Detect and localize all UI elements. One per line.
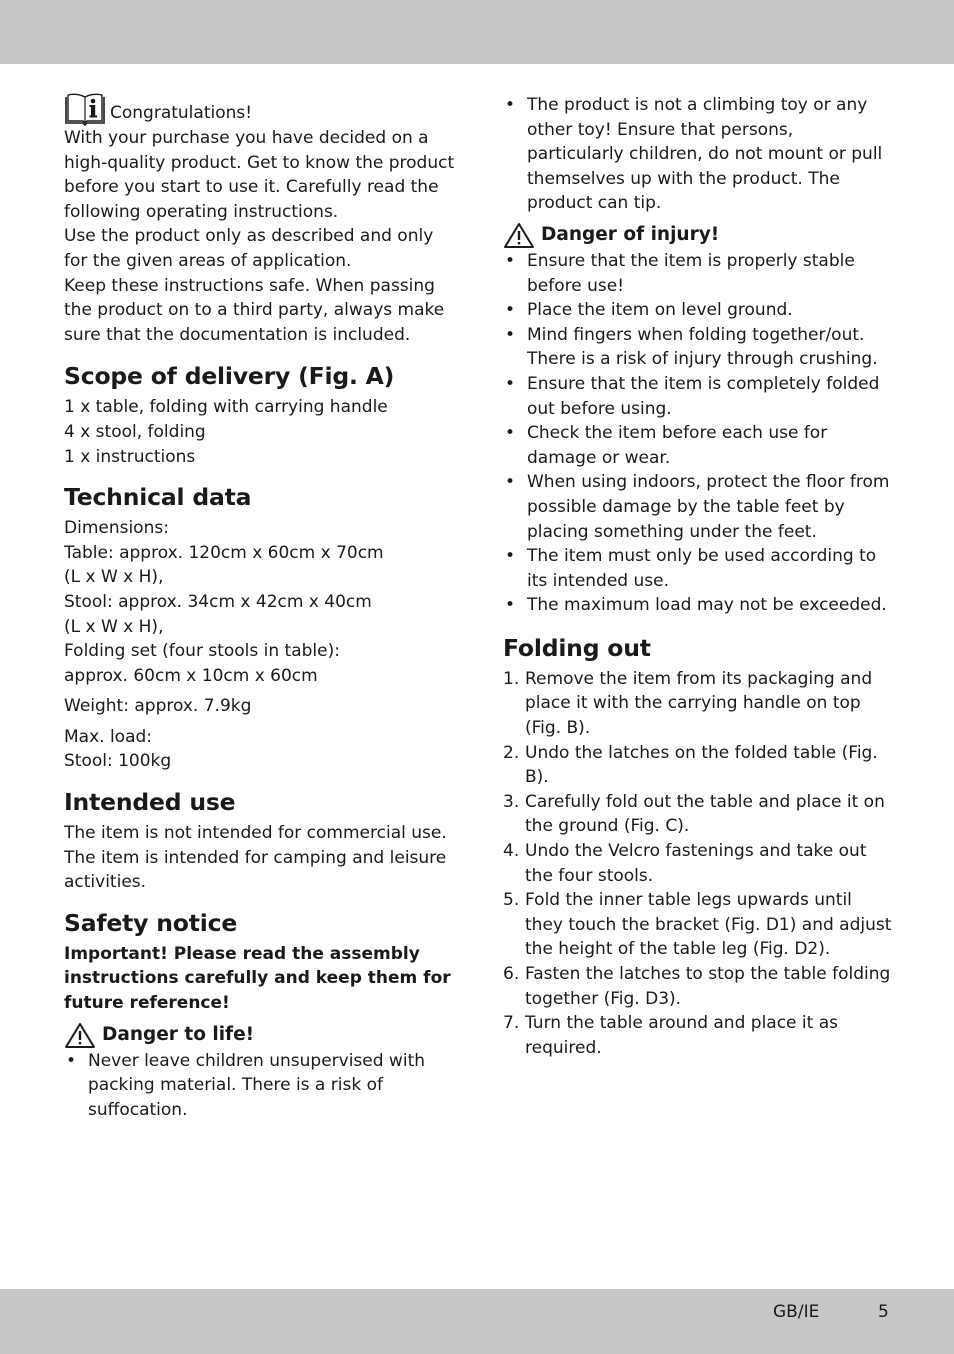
book-info-icon (64, 92, 106, 126)
dimensions-line: approx. 60cm x 10cm x 60cm (64, 665, 318, 686)
folding-title: Folding out (503, 633, 651, 662)
intended-text: The item is not intended for commercial use. The item is intended for camping and leisure activities. (64, 823, 447, 893)
right-column (503, 93, 895, 1060)
scope-item: 1 x table, folding with carrying handle (64, 397, 388, 418)
load-line: Max. load: (64, 726, 153, 747)
list-item: • The maximum load may not be exceeded. (505, 595, 887, 616)
folding-steps (503, 667, 895, 1061)
step-item: 4. Undo the Velcro fastenings and take out the four stools. (503, 841, 867, 886)
technical-title: Technical data (64, 483, 252, 512)
weight-line: Weight: approx. 7.9kg (64, 696, 252, 717)
list-item: • Mind fingers when folding together/out. There is a risk of injury through crushing. (505, 324, 878, 370)
safety-continued-list (503, 93, 895, 216)
dimensions-line: Stool: approx. 34cm x 42cm x 40cm (64, 591, 372, 612)
danger-life-label: Danger to life! (102, 1024, 255, 1046)
safety-title: Safety notice (64, 908, 238, 937)
scope-title: Scope of delivery (Fig. A) (64, 362, 395, 391)
scope-item: 1 x instructions (64, 446, 196, 467)
footer-region-label: GB/IE (773, 1302, 820, 1322)
header-bar (0, 0, 954, 64)
dimensions-line: Folding set (four stools in table): (64, 641, 340, 662)
load-line: Stool: 100kg (64, 751, 172, 772)
intro-paragraph: Use the product only as described and only for the given areas of application. (64, 226, 434, 271)
list-item: • Place the item on level ground. (505, 300, 793, 321)
dimensions-line: (L x W x H), (64, 567, 164, 588)
intro-paragraph: Keep these instructions safe. When passing the product on to a third party, always make sure that the documentation is included. (64, 275, 445, 345)
important-notice: Important! Please read the assembly instructions carefully and keep them for future reference! (64, 943, 451, 1014)
step-item: 2. Undo the latches on the folded table (Fig. B). (503, 742, 878, 788)
left-column (64, 92, 456, 1122)
list-item: • The item must only be used according to its intended use. (505, 546, 877, 591)
list-item: • The product is not a climbing toy or any other toy! Ensure that persons, particularly children, do not mount or pull themselves up with the product. The product can tip. (505, 95, 883, 214)
intro-heading: Congratulations! (110, 103, 253, 124)
danger-life-list (64, 1049, 456, 1123)
list-item: • Ensure that the item is completely folded out before using. (505, 373, 880, 419)
danger-life-heading (64, 1022, 456, 1049)
intended-title: Intended use (64, 788, 236, 817)
dimensions-line: Table: approx. 120cm x 60cm x 70cm (64, 542, 384, 563)
page-number: 5 (878, 1302, 889, 1322)
intro-heading-row (64, 92, 456, 126)
step-item: 5. Fold the inner table legs upwards until they touch the bracket (Fig. D1) and adjust the height of the table leg (Fig. D2). (503, 890, 892, 960)
danger-injury-label: Danger of injury! (541, 224, 720, 246)
danger-injury-list (503, 249, 895, 618)
step-item: 3. Carefully fold out the table and place it on the ground (Fig. C). (503, 791, 885, 837)
danger-injury-heading (503, 222, 895, 249)
list-item: • Check the item before each use for damage or wear. (505, 423, 828, 468)
dimensions-line: Dimensions: (64, 518, 169, 539)
step-item: 7. Turn the table around and place it as required. (503, 1013, 838, 1058)
scope-item: 4 x stool, folding (64, 421, 206, 442)
list-item: • When using indoors, protect the floor from possible damage by the table feet by placing something under the feet. (505, 472, 890, 542)
step-item: 6. Fasten the latches to stop the table folding together (Fig. D3). (503, 964, 891, 1009)
warning-triangle-icon (64, 1022, 96, 1049)
list-item: • Never leave children unsupervised with packing material. There is a risk of suffocation. (66, 1050, 426, 1120)
dimensions-line: (L x W x H), (64, 616, 164, 637)
warning-triangle-icon (503, 222, 535, 249)
intro-paragraph: With your purchase you have decided on a high-quality product. Get to know the product before you start to use it. Carefully read the following operating instructions. (64, 128, 455, 222)
list-item: • Ensure that the item is properly stable before use! (505, 250, 855, 296)
step-item: 1. Remove the item from its packaging and place it with the carrying handle on top (Fig. B). (503, 668, 873, 739)
